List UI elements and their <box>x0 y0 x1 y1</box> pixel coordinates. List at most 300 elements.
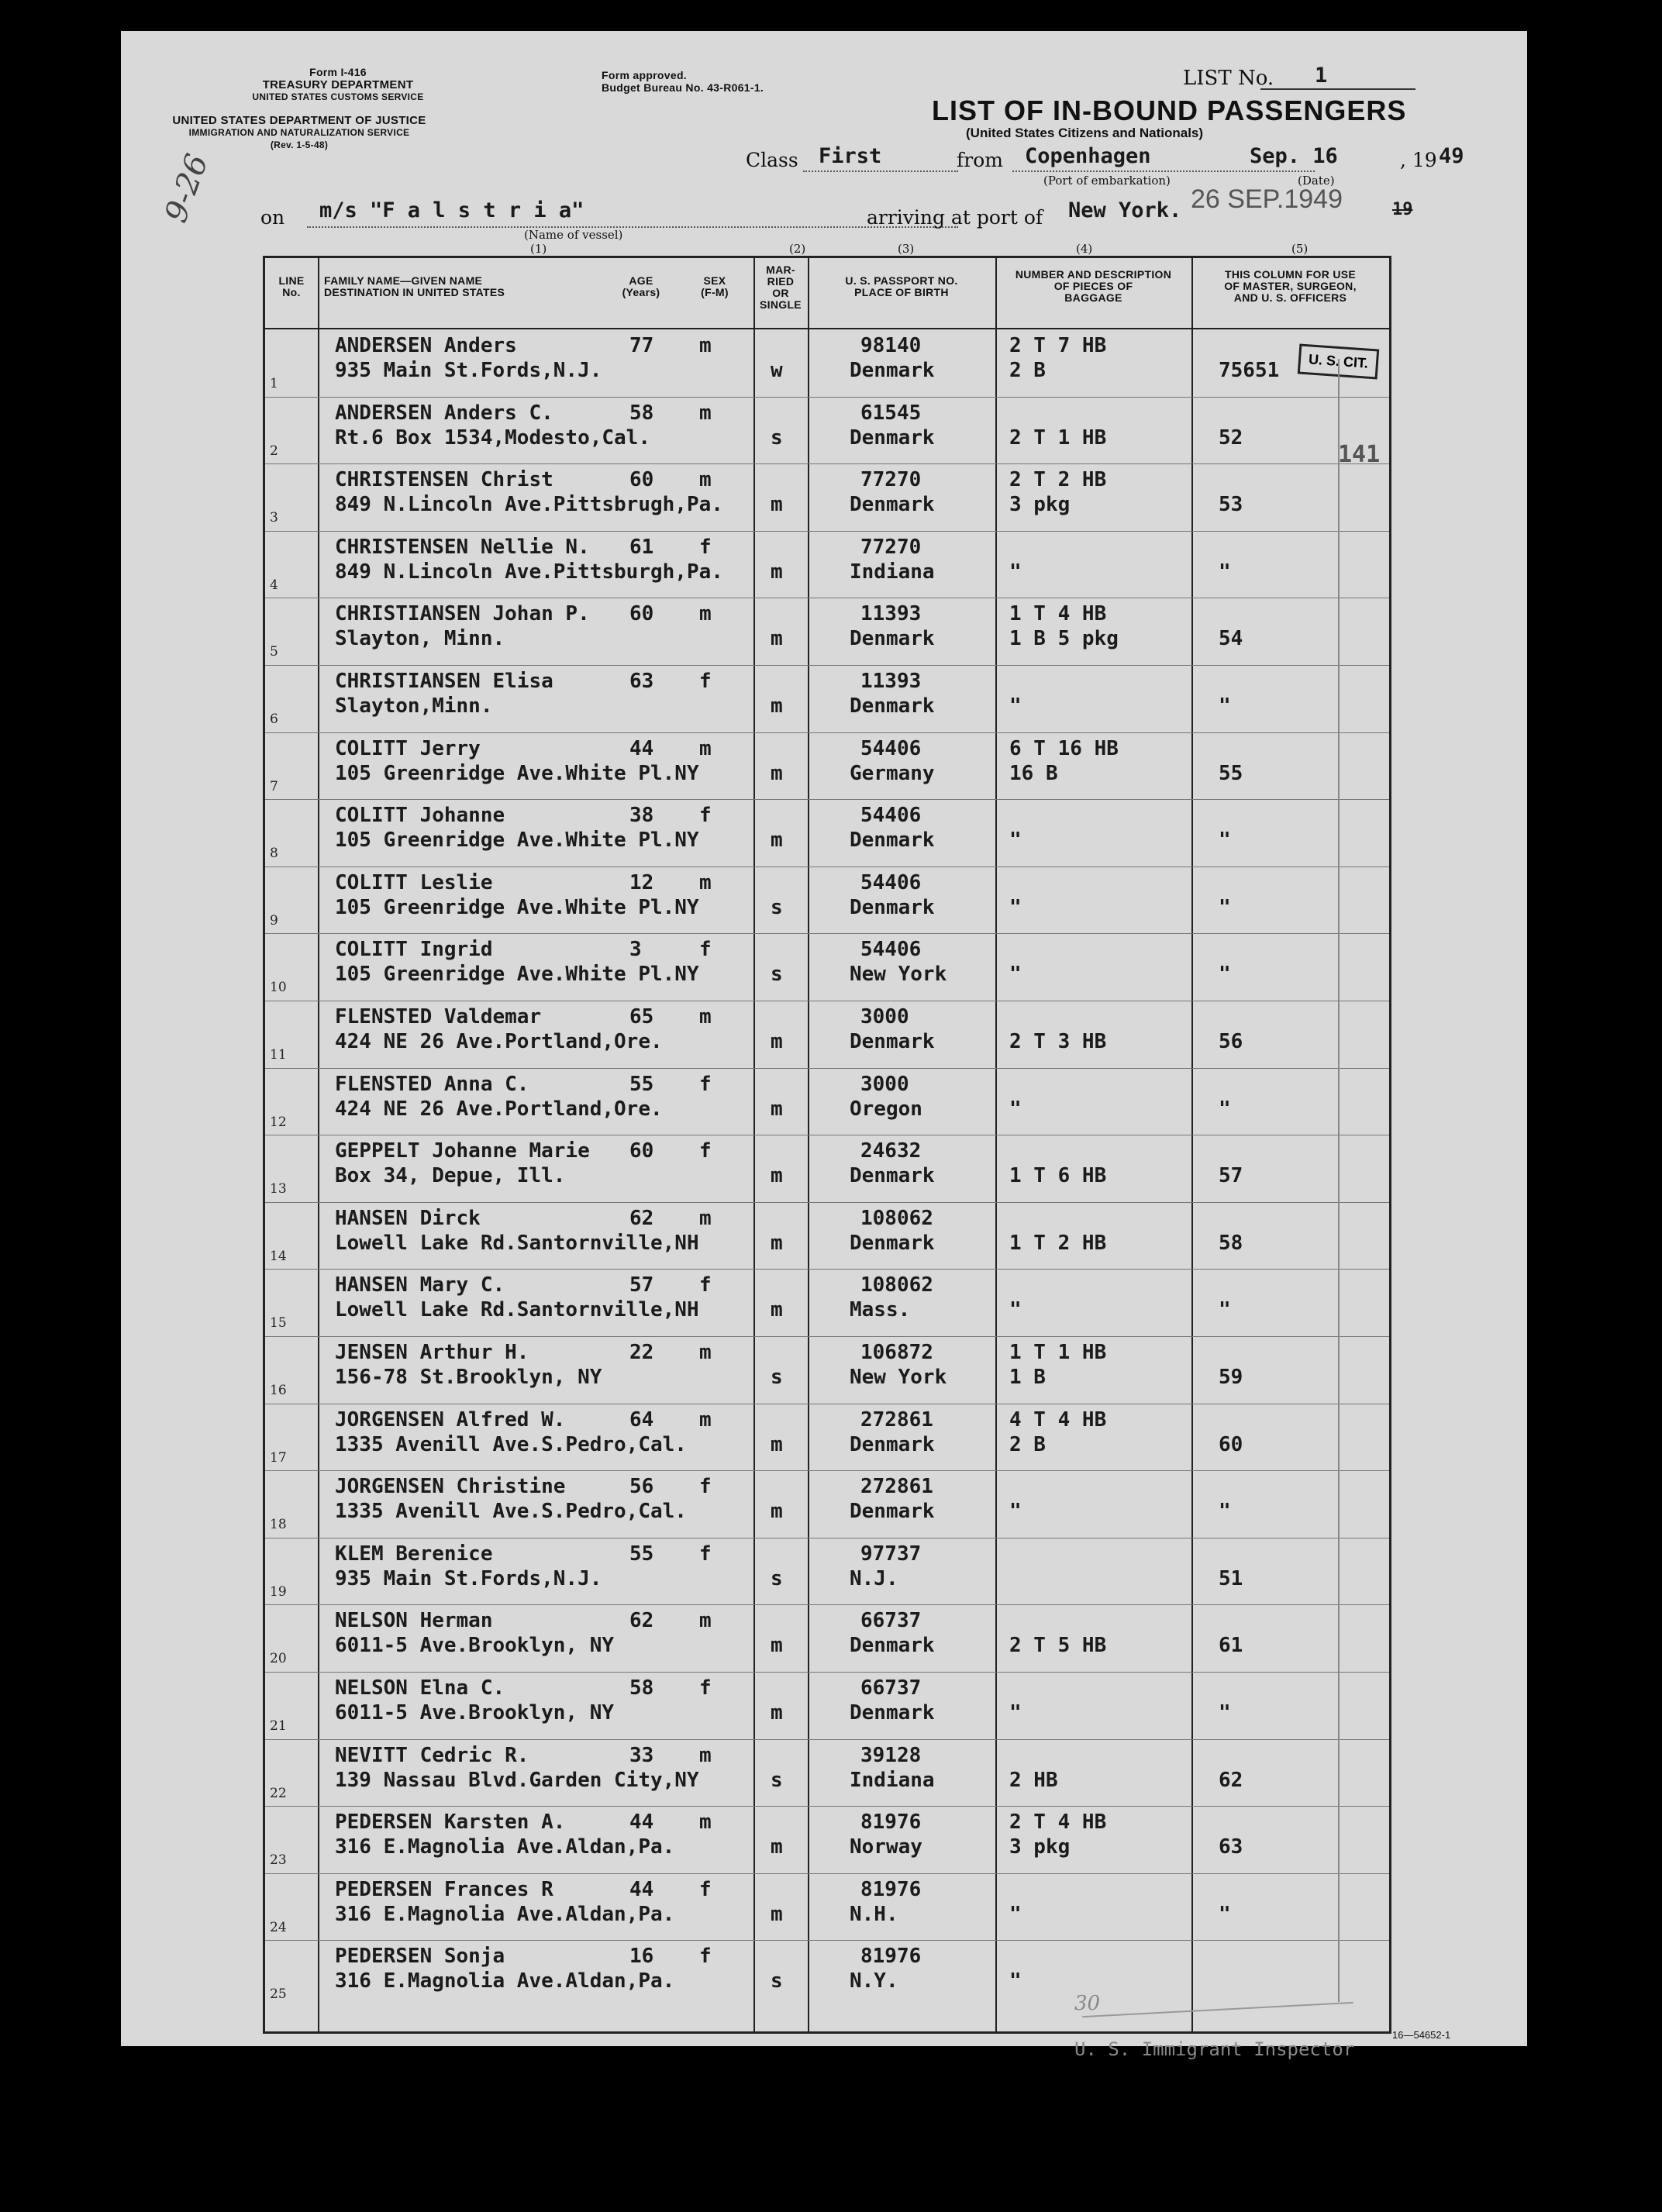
us-citizen-stamp: U. S. CIT. <box>1298 343 1379 379</box>
baggage-line-2: " <box>1009 694 1022 718</box>
baggage-line-2: 2 T 1 HB <box>1009 426 1107 450</box>
line-number: 15 <box>270 1315 287 1332</box>
line-number: 2 <box>270 443 278 459</box>
passenger-age: 3 <box>629 938 642 962</box>
header-passport: U. S. PASSPORT NO. PLACE OF BIRTH <box>845 274 958 298</box>
marital-status: m <box>771 627 783 651</box>
officer-number: 54 <box>1219 627 1243 651</box>
table-row <box>265 1135 1389 1202</box>
table-row <box>265 531 1389 598</box>
revision: (Rev. 1-5-48) <box>270 140 329 150</box>
passenger-sex: f <box>699 1139 712 1163</box>
baggage-line-1: 2 T 4 HB <box>1009 1811 1107 1835</box>
footer-code: 16—54652-1 <box>1392 2029 1451 2041</box>
passenger-address: Box 34, Depue, Ill. <box>335 1164 566 1188</box>
place-of-birth: New York <box>850 1366 947 1389</box>
officer-number: " <box>1219 1902 1231 1926</box>
passenger-name: NELSON Elna C. <box>335 1676 505 1700</box>
header-married: MAR- RIED OR SINGLE <box>760 264 802 311</box>
passenger-sex: m <box>699 334 712 357</box>
marital-status: s <box>771 426 783 450</box>
marital-status: s <box>771 1566 783 1590</box>
place-of-birth: Denmark <box>850 627 935 651</box>
col-cap-4: (4) <box>1076 242 1093 256</box>
baggage-line-2: " <box>1009 1500 1022 1524</box>
passenger-sex: f <box>699 1475 712 1499</box>
officer-number: 58 <box>1219 1231 1243 1255</box>
table-row <box>265 598 1389 665</box>
marital-status: s <box>771 1366 783 1389</box>
line-number: 20 <box>270 1651 287 1667</box>
passenger-name: NEVITT Cedric R. <box>335 1743 529 1767</box>
passenger-address: Lowell Lake Rd.Santornville,NH <box>335 1298 699 1322</box>
list-no-underline <box>1260 88 1415 90</box>
marital-status: m <box>771 1500 783 1524</box>
passenger-name: FLENSTED Valdemar <box>335 1005 542 1028</box>
passenger-sex: m <box>699 1743 712 1767</box>
passenger-name: JENSEN Arthur H. <box>335 1341 529 1364</box>
marital-status: m <box>771 493 783 517</box>
passenger-sex: m <box>699 1407 712 1432</box>
passport-number: 272861 <box>860 1475 933 1499</box>
line-number: 1 <box>270 376 278 391</box>
passenger-age: 33 <box>629 1743 654 1767</box>
passenger-age: 55 <box>629 1542 654 1566</box>
class-label: Class <box>746 149 798 171</box>
treasury-dept: TREASURY DEPARTMENT <box>262 78 414 91</box>
passport-number: 77270 <box>860 535 922 559</box>
passenger-age: 62 <box>629 1609 654 1633</box>
passenger-sex: m <box>699 736 712 760</box>
passenger-sex: m <box>699 468 712 492</box>
arriving-label: arriving at port of <box>867 206 1043 229</box>
marital-status: m <box>771 694 783 718</box>
passenger-name: PEDERSEN Karsten A. <box>335 1811 566 1835</box>
passenger-address: 6011-5 Ave.Brooklyn, NY <box>335 1634 615 1658</box>
officer-number: " <box>1219 1701 1231 1724</box>
embark-date: Sep. 16 <box>1250 144 1338 168</box>
passenger-age: 44 <box>629 1811 654 1835</box>
port-embark-caption: (Port of embarkation) <box>1043 174 1171 188</box>
passenger-sex: m <box>699 1811 712 1835</box>
place-of-birth: Oregon <box>850 1097 922 1121</box>
table-row <box>265 1940 1389 2007</box>
baggage-line-2: 16 B <box>1009 761 1058 785</box>
margin-141: 141 <box>1338 441 1381 468</box>
passenger-age: 44 <box>629 736 654 760</box>
form-number: Form I-416 <box>309 66 367 78</box>
marital-status: s <box>771 1768 783 1792</box>
passenger-age: 60 <box>629 602 654 626</box>
marital-status: s <box>771 1969 783 1993</box>
passenger-sex: f <box>699 804 712 828</box>
table-row <box>265 1470 1389 1538</box>
officer-number: 59 <box>1219 1366 1243 1389</box>
baggage-line-2: 2 HB <box>1009 1768 1058 1792</box>
passenger-name: COLITT Ingrid <box>335 938 493 962</box>
passenger-age: 56 <box>629 1475 654 1499</box>
col-cap-2: (2) <box>789 242 806 256</box>
passport-number: 3000 <box>860 1072 909 1096</box>
marital-status: m <box>771 1432 783 1456</box>
place-of-birth: Denmark <box>850 829 935 853</box>
passenger-sex: f <box>699 1877 712 1901</box>
passenger-name: ANDERSEN Anders <box>335 334 517 357</box>
marital-status: s <box>771 963 783 987</box>
passport-number: 77270 <box>860 468 922 492</box>
passenger-age: 57 <box>629 1273 654 1297</box>
officer-number: " <box>1219 895 1231 919</box>
officer-number: 57 <box>1219 1164 1243 1188</box>
passenger-sex: f <box>699 535 712 559</box>
passport-number: 108062 <box>860 1273 933 1297</box>
page-subtitle: (United States Citizens and Nationals) <box>966 126 1204 140</box>
place-of-birth: N.H. <box>850 1902 898 1926</box>
passport-number: 11393 <box>860 602 922 626</box>
place-of-birth: Indiana <box>850 1768 935 1792</box>
passenger-address: 105 Greenridge Ave.White Pl.NY <box>335 963 699 987</box>
passenger-age: 58 <box>629 401 654 425</box>
table-row <box>265 1001 1389 1068</box>
table-row <box>265 867 1389 934</box>
place-of-birth: Denmark <box>850 426 935 450</box>
passenger-age: 63 <box>629 670 654 693</box>
passport-number: 272861 <box>860 1407 933 1432</box>
marital-status: m <box>771 1634 783 1658</box>
header-age: AGE (Years) <box>622 274 660 298</box>
passport-number: 61545 <box>860 401 922 425</box>
passenger-name: KLEM Berenice <box>335 1542 493 1566</box>
passenger-sex: f <box>699 1072 712 1096</box>
inspector-title: U. S. Immigrant Inspector <box>1074 2038 1355 2060</box>
place-of-birth: Norway <box>850 1835 922 1859</box>
marital-status: m <box>771 1164 783 1188</box>
officer-number: " <box>1219 1298 1231 1322</box>
line-number: 10 <box>270 980 287 996</box>
passenger-age: 58 <box>629 1676 654 1700</box>
list-no-label: LIST No. <box>1183 67 1274 90</box>
passenger-name: PEDERSEN Frances R <box>335 1877 553 1901</box>
passenger-age: 38 <box>629 804 654 828</box>
passport-number: 3000 <box>860 1005 909 1028</box>
passenger-address: Slayton,Minn. <box>335 694 493 718</box>
passenger-address: 935 Main St.Fords,N.J. <box>335 359 602 382</box>
baggage-line-2: 1 T 6 HB <box>1009 1164 1107 1188</box>
passenger-sex: m <box>699 870 712 894</box>
vessel-name: m/s "F a l s t r i a" <box>319 198 584 222</box>
baggage-line-2: 3 pkg <box>1009 493 1071 517</box>
passenger-address: 316 E.Magnolia Ave.Aldan,Pa. <box>335 1902 675 1926</box>
passport-number: 98140 <box>860 334 922 357</box>
table-row <box>265 329 1389 397</box>
passenger-name: PEDERSEN Sonja <box>335 1945 505 1969</box>
officer-number: 56 <box>1219 1030 1243 1053</box>
passenger-address: 6011-5 Ave.Brooklyn, NY <box>335 1701 615 1724</box>
passenger-address: 105 Greenridge Ave.White Pl.NY <box>335 761 699 785</box>
passenger-name: COLITT Leslie <box>335 870 493 894</box>
officer-number: " <box>1219 1097 1231 1121</box>
passenger-name: JORGENSEN Christine <box>335 1475 566 1499</box>
marital-status: m <box>771 1298 783 1322</box>
baggage-line-2: 1 B <box>1009 1366 1046 1389</box>
passenger-name: CHRISTENSEN Christ <box>335 468 553 492</box>
passenger-name: JORGENSEN Alfred W. <box>335 1407 566 1432</box>
place-of-birth: New York <box>850 963 947 987</box>
passenger-address: 1335 Avenill Ave.S.Pedro,Cal. <box>335 1432 687 1456</box>
table-row <box>265 1269 1389 1336</box>
line-number: 5 <box>270 644 278 660</box>
passenger-address: Slayton, Minn. <box>335 627 505 651</box>
passenger-sex: f <box>699 938 712 962</box>
place-of-birth: Denmark <box>850 1030 935 1053</box>
passenger-sex: f <box>699 1273 712 1297</box>
arrival-port: New York. <box>1068 198 1182 222</box>
officer-number: " <box>1219 560 1231 584</box>
line-number: 25 <box>270 1986 287 2003</box>
baggage-line-2: 1 B 5 pkg <box>1009 627 1119 651</box>
from-label: from <box>957 149 1003 171</box>
col-cap-3: (3) <box>898 242 915 256</box>
line-number: 8 <box>270 846 278 862</box>
line-number: 21 <box>270 1718 287 1734</box>
line-number: 11 <box>270 1047 287 1063</box>
officer-number: " <box>1219 829 1231 853</box>
passenger-address: Rt.6 Box 1534,Modesto,Cal. <box>335 426 650 450</box>
baggage-line-2: 1 T 2 HB <box>1009 1231 1107 1255</box>
baggage-line-2: " <box>1009 895 1022 919</box>
officer-guide-line <box>1338 359 1340 2002</box>
place-of-birth: Denmark <box>850 895 935 919</box>
baggage-line-2: " <box>1009 829 1022 853</box>
col-cap-5: (5) <box>1291 242 1309 256</box>
passport-number: 54406 <box>860 870 922 894</box>
baggage-line-2: " <box>1009 1969 1022 1993</box>
place-of-birth: Denmark <box>850 359 935 382</box>
passenger-name: CHRISTIANSEN Johan P. <box>335 602 590 626</box>
header-name: FAMILY NAME—GIVEN NAME DESTINATION IN UNITED STATES <box>324 274 505 298</box>
passenger-name: FLENSTED Anna C. <box>335 1072 529 1096</box>
marital-status: m <box>771 1097 783 1121</box>
passenger-name: HANSEN Dirck <box>335 1206 481 1230</box>
officer-number: 51 <box>1219 1566 1243 1590</box>
header-line-no: LINE No. <box>278 274 305 298</box>
line-number: 24 <box>270 1919 287 1935</box>
passenger-age: 64 <box>629 1407 654 1432</box>
passenger-age: 16 <box>629 1945 654 1969</box>
year-prefix: , 19 <box>1400 149 1437 171</box>
passenger-address: 139 Nassau Blvd.Garden City,NY <box>335 1768 699 1792</box>
customs-service: UNITED STATES CUSTOMS SERVICE <box>252 91 424 102</box>
baggage-line-2: " <box>1009 1701 1022 1724</box>
port-embarkation: Copenhagen <box>1025 144 1151 168</box>
baggage-line-2: " <box>1009 1298 1022 1322</box>
passenger-address: 935 Main St.Fords,N.J. <box>335 1566 602 1590</box>
table-row <box>265 1873 1389 1941</box>
marital-status: m <box>771 1835 783 1859</box>
line-number: 23 <box>270 1852 287 1869</box>
table-row <box>265 665 1389 732</box>
passenger-address: 316 E.Magnolia Ave.Aldan,Pa. <box>335 1835 675 1859</box>
line-number: 3 <box>270 510 278 526</box>
passenger-age: 60 <box>629 1139 654 1163</box>
passenger-table <box>263 256 1391 2034</box>
inspector-signature: 30 <box>1074 1992 1101 2015</box>
line-number: 22 <box>270 1785 287 1801</box>
table-row <box>265 1739 1389 1807</box>
officer-number: 75651 <box>1219 359 1280 382</box>
line-number: 19 <box>270 1583 287 1600</box>
margin-note-date: 9-26 <box>157 149 216 228</box>
line-number: 14 <box>270 1248 287 1264</box>
officer-number: 62 <box>1219 1768 1243 1792</box>
passport-number: 106872 <box>860 1341 933 1364</box>
passenger-age: 44 <box>629 1877 654 1901</box>
officer-number: " <box>1219 963 1231 987</box>
passenger-name: NELSON Herman <box>335 1609 493 1633</box>
officer-number: " <box>1219 1500 1231 1524</box>
passenger-age: 60 <box>629 468 654 492</box>
passenger-sex: m <box>699 401 712 425</box>
marital-status: m <box>771 761 783 785</box>
passenger-address: 424 NE 26 Ave.Portland,Ore. <box>335 1030 663 1053</box>
passenger-address: 849 N.Lincoln Ave.Pittsburgh,Pa. <box>335 560 723 584</box>
baggage-line-1: 2 T 7 HB <box>1009 334 1107 357</box>
passenger-age: 62 <box>629 1206 654 1230</box>
officer-number: 52 <box>1219 426 1243 450</box>
place-of-birth: Denmark <box>850 1231 935 1255</box>
baggage-line-2: 2 B <box>1009 359 1046 382</box>
passport-number: 81976 <box>860 1945 922 1969</box>
passenger-sex: m <box>699 1206 712 1230</box>
line-number: 9 <box>270 912 278 929</box>
manifest-sheet <box>121 31 1527 2060</box>
marital-status: s <box>771 895 783 919</box>
baggage-line-2: 3 pkg <box>1009 1835 1071 1859</box>
baggage-line-1: 2 T 2 HB <box>1009 468 1107 492</box>
table-row <box>265 1336 1389 1404</box>
passport-number: 54406 <box>860 736 922 760</box>
line-number: 18 <box>270 1517 287 1533</box>
passenger-sex: m <box>699 1609 712 1633</box>
form-approved: Form approved. <box>602 69 687 81</box>
passenger-name: GEPPELT Johanne Marie <box>335 1139 590 1163</box>
officer-number: " <box>1219 694 1231 718</box>
vessel-caption: (Name of vessel) <box>524 228 623 242</box>
passenger-address: 424 NE 26 Ave.Portland,Ore. <box>335 1097 663 1121</box>
baggage-line-1: 1 T 1 HB <box>1009 1341 1107 1364</box>
passport-number: 108062 <box>860 1206 933 1230</box>
table-row <box>265 1538 1389 1605</box>
table-row <box>265 1672 1389 1739</box>
passenger-age: 55 <box>629 1072 654 1096</box>
passenger-name: ANDERSEN Anders C. <box>335 401 553 425</box>
header-sex: SEX (F-M) <box>701 274 729 298</box>
baggage-line-1: 1 T 4 HB <box>1009 602 1107 626</box>
line-number: 16 <box>270 1383 287 1398</box>
officer-number: 60 <box>1219 1432 1243 1456</box>
passenger-name: CHRISTENSEN Nellie N. <box>335 535 590 559</box>
baggage-line-2: " <box>1009 1097 1022 1121</box>
passenger-name: HANSEN Mary C. <box>335 1273 505 1297</box>
passport-number: 66737 <box>860 1676 922 1700</box>
line-number: 7 <box>270 778 278 794</box>
baggage-line-2: " <box>1009 1902 1022 1926</box>
marital-status: m <box>771 1701 783 1724</box>
place-of-birth: Denmark <box>850 694 935 718</box>
passenger-address: Lowell Lake Rd.Santornville,NH <box>335 1231 699 1255</box>
baggage-line-2: " <box>1009 560 1022 584</box>
justice-dept: UNITED STATES DEPARTMENT OF JUSTICE <box>172 114 426 127</box>
line-number: 13 <box>270 1181 287 1197</box>
year-struck: 19 <box>1392 200 1413 219</box>
place-of-birth: Germany <box>850 761 935 785</box>
on-label: on <box>260 206 285 229</box>
passenger-sex: f <box>699 1676 712 1700</box>
ins-service: IMMIGRATION AND NATURALIZATION SERVICE <box>188 127 410 138</box>
passport-number: 11393 <box>860 670 922 693</box>
table-row <box>265 933 1389 1001</box>
passenger-address: 316 E.Magnolia Ave.Aldan,Pa. <box>335 1969 675 1993</box>
passenger-sex: f <box>699 670 712 693</box>
line-number: 17 <box>270 1449 287 1466</box>
header-baggage: NUMBER AND DESCRIPTION OF PIECES OF BAGGAGE <box>1015 268 1172 304</box>
table-row <box>265 1404 1389 1471</box>
passport-number: 81976 <box>860 1877 922 1901</box>
passport-number: 54406 <box>860 804 922 828</box>
date-caption: (Date) <box>1298 174 1335 188</box>
passenger-sex: m <box>699 1341 712 1364</box>
place-of-birth: N.J. <box>850 1566 898 1590</box>
class-underline <box>803 171 958 172</box>
passport-number: 81976 <box>860 1811 922 1835</box>
budget-bureau: Budget Bureau No. 43-R061-1. <box>602 81 764 94</box>
line-number: 6 <box>270 711 278 727</box>
table-row <box>265 1604 1389 1672</box>
place-of-birth: Indiana <box>850 560 935 584</box>
passenger-address: 1335 Avenill Ave.S.Pedro,Cal. <box>335 1500 687 1524</box>
officer-number: 55 <box>1219 761 1243 785</box>
officer-number: 53 <box>1219 493 1243 517</box>
baggage-line-2: 2 T 5 HB <box>1009 1634 1107 1658</box>
table-row <box>265 397 1389 464</box>
officer-number: 61 <box>1219 1634 1243 1658</box>
class-value: First <box>819 144 882 168</box>
passenger-address: 105 Greenridge Ave.White Pl.NY <box>335 829 699 853</box>
passport-number: 24632 <box>860 1139 922 1163</box>
passenger-age: 77 <box>629 334 654 357</box>
officer-number: 63 <box>1219 1835 1243 1859</box>
page-title: LIST OF IN-BOUND PASSENGERS <box>932 95 1407 126</box>
passport-number: 39128 <box>860 1743 922 1767</box>
marital-status: m <box>771 829 783 853</box>
place-of-birth: N.Y. <box>850 1969 898 1993</box>
place-of-birth: Denmark <box>850 493 935 517</box>
passport-number: 97737 <box>860 1542 922 1566</box>
passenger-age: 61 <box>629 535 654 559</box>
place-of-birth: Denmark <box>850 1500 935 1524</box>
passport-number: 66737 <box>860 1609 922 1633</box>
passenger-address: 156-78 St.Brooklyn, NY <box>335 1366 602 1389</box>
passenger-age: 12 <box>629 870 654 894</box>
passport-number: 54406 <box>860 938 922 962</box>
passenger-sex: m <box>699 602 712 626</box>
col-cap-1: (1) <box>530 242 547 256</box>
place-of-birth: Denmark <box>850 1164 935 1188</box>
table-row <box>265 1068 1389 1135</box>
marital-status: w <box>771 359 783 382</box>
line-number: 12 <box>270 1114 287 1130</box>
passenger-name: CHRISTIANSEN Elisa <box>335 670 553 693</box>
